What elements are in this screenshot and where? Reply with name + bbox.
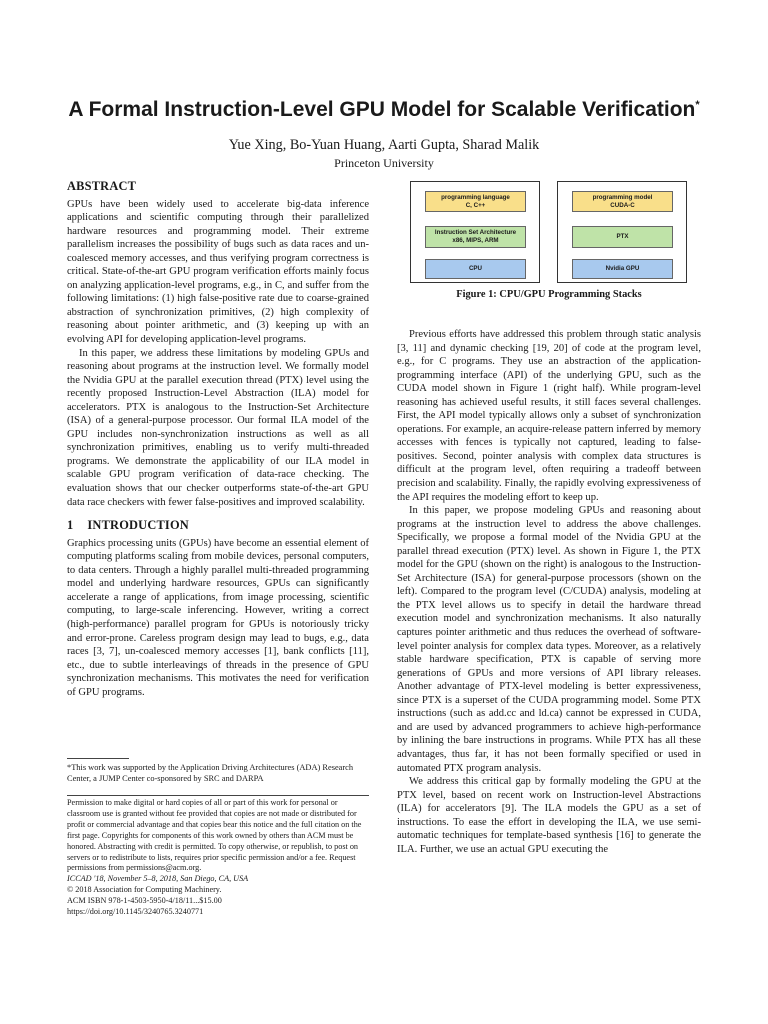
cpu-language-examples: C, C++ (465, 201, 486, 209)
cpu-hardware-layer (425, 259, 526, 279)
intro-paragraph-4: We address this critical gap by formally modeling the GPU at the PTX level, based on recent work on Instruction-level Abstractions (ILA) for accelerators [9]. The ILA models the GPU as a set of instructions. To ease the effort in developing the ILA, we use semi-automatic techniques for template-based synthesis [16] to generate the ILA. Further, we use an actual GPU executing the (397, 776, 701, 855)
cpu-hardware-label: CPU (468, 265, 483, 273)
cpu-isa-examples: x86, MIPS, ARM (452, 237, 499, 244)
right-column (397, 328, 701, 856)
title-footnote-mark: * (695, 99, 700, 111)
gpu-hardware-label: Nvidia GPU (605, 265, 640, 273)
cpu-isa-layer (425, 226, 526, 248)
figure-caption: Figure 1: CPU/GPU Programming Stacks (456, 289, 642, 300)
paper-title (0, 98, 768, 122)
cpu-language-title: programming language (441, 193, 510, 201)
conference-venue: ICCAD '18, November 5–8, 2018, San Diego, CA, USA (67, 874, 249, 884)
gpu-model-examples: CUDA-C (610, 201, 635, 209)
copyright-line: © 2018 Association for Computing Machinery. (67, 885, 222, 895)
permission-text: Permission to make digital or hard copies of all or part of this work for personal or classroom use is granted without fee provided that copies are not made or distributed for profit or commercial advantage and that copies bear this notice and the full citation on the first page. Copyrights for components of this work owned by others than ACM must be honored. Abstracting with credit is permitted. To copy otherwise, or republish, to post on servers or to redistribute to lists, requires prior specific permission and/or a fee. Request permissions from permissions@acm.org. (67, 798, 362, 873)
cpu-stack-diagram (410, 181, 540, 283)
introduction-heading (67, 519, 369, 533)
isbn-line: ACM ISBN 978-1-4503-5950-4/18/11...$15.00 (67, 896, 222, 906)
paper-title-text: A Formal Instruction-Level GPU Model for Scalable Verification (68, 98, 696, 121)
cpu-language-layer (425, 191, 526, 212)
affiliation: Princeton University (334, 156, 434, 170)
section-title-text: INTRODUCTION (87, 518, 189, 533)
section-number: 1 (67, 518, 74, 533)
abstract-paragraph-1: GPUs have been widely used to accelerate big-data inference applications and scientific computing through their parallelized hardware resources and programming model. Their extreme parallelism increases the possibility of bugs such as data races and un-coalesced memory accesses, and thus verifying program correctness is critical. State-of-the-art GPU program verification efforts mainly focus on analyzing application-level programs, e.g., in C, and suffer from the following limitations: (1) high false-positive rate due to coarse-grained abstraction of synchronization primitives, (2) high complexity of reasoning about pointer arithmetic, and (3) keeping up with an evolving API for developing application-level programs. (67, 198, 369, 346)
funding-footnote: *This work was supported by the Application Driving Architectures (ADA) Research Center, a JUMP Center co-sponsored by SRC and DARPA (67, 763, 354, 783)
gpu-model-layer (572, 191, 673, 212)
abstract-paragraph-2: In this paper, we address these limitations by modeling GPUs and reasoning about programs at the instruction level. We formally model the Nvidia GPU at the parallel execution thread (PTX) level using the recently proposed Instruction-Level Abstraction (ILA) model for accelerators. PTX is analogous to the Instruction-Set Architecture (ISA) of a general-purpose processor. Our formal ILA model of the GPU includes non-synchronization instructions as well as all synchronization primitives, enabling us to verify multi-threaded programs. We demonstrate the applicability of our ILA model in scalable GPU program verification of data-race checking. The evaluation shows that our checker outperforms state-of-the-art GPU data race checkers with fewer false-positives and improved scalability. (67, 347, 369, 508)
doi-link[interactable]: https://doi.org/10.1145/3240765.3240771 (67, 907, 204, 917)
author-list: Yue Xing, Bo-Yuan Huang, Aarti Gupta, Sharad Malik (228, 137, 540, 153)
left-column (67, 180, 369, 699)
cpu-isa-title: Instruction Set Architecture (434, 229, 517, 237)
gpu-stack-diagram (557, 181, 687, 283)
gpu-ptx-layer (572, 226, 673, 248)
permission-block (67, 798, 369, 918)
gpu-hardware-layer (572, 259, 673, 279)
intro-paragraph-1: Graphics processing units (GPUs) have become an essential element of computing platforms scaling from mobile devices, personal computers, to data centers. Through a highly parallel multi-threaded programming model and underlying hardware resources, GPUs can significantly accelerate a range of applications, from image processing, scientific computing, to large-scale inferencing. However, writing a correct (high-performance) parallel program for GPUs is notoriously tricky and error-prone. Careless program design may lead to bugs, e.g., data races [3, 7], un-coalesced memory accesses [1], bank conflicts [11], etc., due to subtle interleavings of threads in the presence of GPU synchronization mechanisms. This motivates the need for verification of GPU programs. (67, 537, 369, 698)
gpu-model-title: programming model (592, 193, 653, 201)
abstract-heading: ABSTRACT (67, 179, 137, 193)
footnote-divider (67, 758, 129, 759)
permission-divider (67, 795, 369, 796)
gpu-ptx-label: PTX (616, 233, 629, 241)
intro-paragraph-3: In this paper, we propose modeling GPUs and reasoning about programs at the instruction level to address the above challenges. Specifically, we propose a formal model of the Nvidia GPU at the parallel thread execution (PTX) level. As shown in Figure 1, the PTX model for the GPU (shown on the right) is analogous to the Instruction-Set Architecture (ISA) for general-purpose processors (shown on the left). Compared to the program level (C/CUDA) analysis, modeling at the PTX level allows us to specify in detail the hardware thread execution model and synchronization mechanisms. It also naturally captures pointer arithmetic and thus reduces the overhead of software-level pointer analysis for complex data types. Moreover, as a relatively stable hardware specification, PTX is capable of serving more generations of GPUs and more versions of API library releases. Another advantage of PTX-level modeling is better expressiveness, since PTX is a superset of the CUDA programming model. Some PTX instructions (such as add.cc and ld.ca) cannot be expressed in CUDA, and are used by advanced programmers to achieve high-performance by inlining the bare instructions in programs. While PTX has all these advantages, thus far, it has not been formally specified or used in automated PTX program analysis. (397, 505, 701, 774)
intro-paragraph-2: Previous efforts have addressed this problem through static analysis [3, 11] and dynamic checking [19, 20] of code at the program level, e.g., for C programs. They use an abstraction of the application-programming interface (API) of the underlying GPU, such as the CUDA model shown in Figure 1 (right half). While program-level reasoning has achieved useful results, it still faces several challenges. First, the API model typically allows only a subset of synchronization operations. For example, an acquire-release pattern inferred by memory accesses with fences is typically not captured, leading to false-positives. Second, pointer analysis with complex data structures is difficult at the program level, often requiring a tradeoff between precision and scalability. Finally, the rapidly evolving expressiveness of the API requires the modeling effort to keep up. (397, 329, 701, 503)
